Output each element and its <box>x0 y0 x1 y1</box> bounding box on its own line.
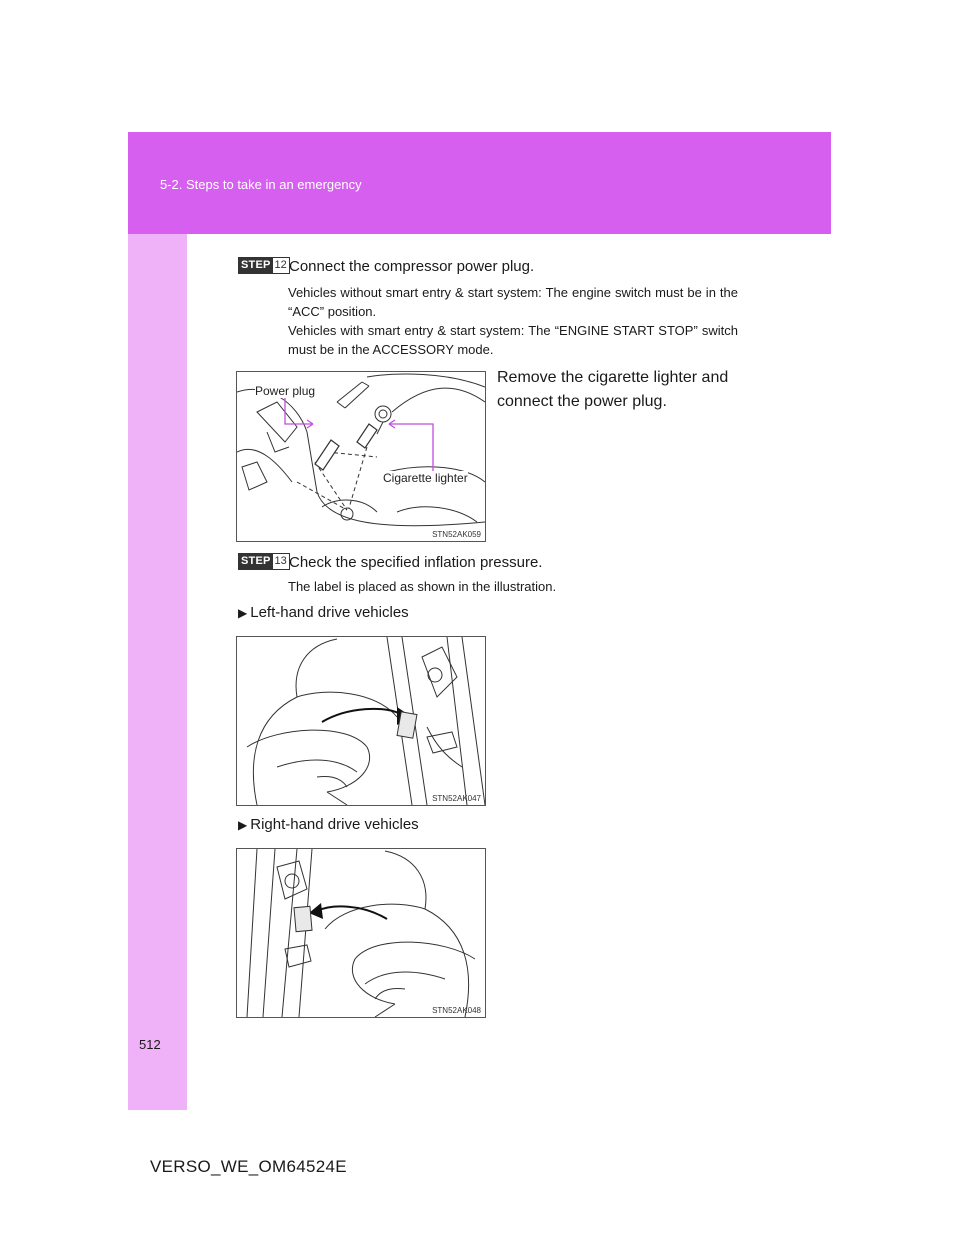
left-margin-strip <box>128 234 187 1110</box>
figure-code: STN52AK059 <box>432 530 481 539</box>
lhd-seat-drawing <box>237 637 485 805</box>
step-13-title: Check the specified inflation pressure. <box>289 554 543 571</box>
cigarette-lighter-callout: Cigarette lighter <box>383 471 468 485</box>
lhd-label: Left-hand drive vehicles <box>250 604 409 621</box>
rhd-label: Right-hand drive vehicles <box>250 816 419 833</box>
rhd-label-location-illustration <box>236 848 486 1018</box>
step-badge-number: 13 <box>274 555 287 567</box>
rhd-heading <box>238 816 419 833</box>
step-12-badge <box>238 257 290 274</box>
lhd-heading <box>238 604 409 621</box>
step-12-note-without-smart-entry: Vehicles without smart entry & start system: The engine switch must be in the “ACC” position. <box>288 285 738 319</box>
step-13-badge <box>238 553 290 570</box>
power-plug-callout: Power plug <box>255 384 316 398</box>
step-badge-label: STEP <box>241 259 271 271</box>
lhd-label-location-illustration <box>236 636 486 806</box>
cigarette-lighter-illustration <box>236 371 486 542</box>
figure-code: STN52AK047 <box>432 794 481 803</box>
step-badge-number: 12 <box>274 259 287 271</box>
triangle-bullet-icon: ▶ <box>238 818 248 832</box>
step-13-note: The label is placed as shown in the illustration. <box>288 579 557 594</box>
figure-code: STN52AK048 <box>432 1006 481 1015</box>
triangle-bullet-icon: ▶ <box>238 606 248 620</box>
page-number: 512 <box>139 1037 161 1052</box>
section-title: 5-2. Steps to take in an emergency <box>160 177 362 192</box>
step-badge-label: STEP <box>241 555 271 567</box>
step-12-instruction: Remove the cigarette lighter and connect the power plug. <box>497 369 729 410</box>
step-12-title: Connect the compressor power plug. <box>289 258 535 275</box>
rhd-seat-drawing <box>237 849 485 1017</box>
footer-document-code: VERSO_WE_OM64524E <box>150 1157 347 1176</box>
step-12-note-with-smart-entry: Vehicles with smart entry & start system: The “ENGINE START STOP” switch must be in the ACCESSORY mode. <box>288 323 738 357</box>
